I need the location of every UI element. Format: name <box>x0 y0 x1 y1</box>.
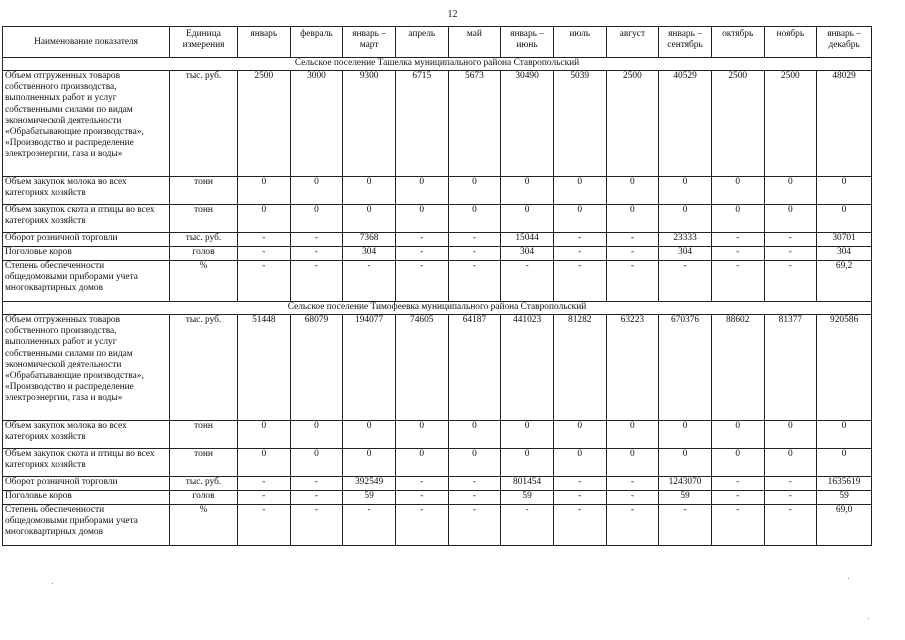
value-cell: 0 <box>553 177 606 205</box>
value-cell: 0 <box>553 421 606 449</box>
value-cell: 304 <box>343 247 396 261</box>
value-cell: - <box>606 247 659 261</box>
value-cell: 0 <box>606 177 659 205</box>
value-cell: 0 <box>817 421 872 449</box>
indicator-name: Поголовье коров <box>3 491 170 505</box>
value-cell: - <box>448 233 501 247</box>
value-cell: - <box>764 491 817 505</box>
value-cell: - <box>659 505 712 546</box>
value-cell: 0 <box>764 421 817 449</box>
indicator-name: Степень обеспеченности общедомовыми приборами учета многоквартирных домов <box>3 505 170 546</box>
value-cell: 40529 <box>659 71 712 177</box>
indicator-unit: % <box>170 505 238 546</box>
value-cell: - <box>606 261 659 302</box>
value-cell: 0 <box>764 449 817 477</box>
column-header-month: октябрь <box>711 27 764 58</box>
value-cell: 1635619 <box>817 477 872 491</box>
value-cell: - <box>711 491 764 505</box>
value-cell: 392549 <box>343 477 396 491</box>
value-cell: - <box>764 477 817 491</box>
value-cell: - <box>606 505 659 546</box>
column-header-month: январь – декабрь <box>817 27 872 58</box>
table-header-row <box>3 27 872 58</box>
value-cell: 6715 <box>395 71 448 177</box>
table-row <box>3 477 872 491</box>
value-cell: 0 <box>606 205 659 233</box>
value-cell: - <box>290 247 343 261</box>
table-row <box>3 247 872 261</box>
indicator-unit: голов <box>170 247 238 261</box>
value-cell: 63223 <box>606 315 659 421</box>
value-cell: 2500 <box>764 71 817 177</box>
value-cell: 74605 <box>395 315 448 421</box>
indicator-unit: тыс. руб. <box>170 315 238 421</box>
value-cell: 0 <box>553 205 606 233</box>
value-cell: 69,2 <box>817 261 872 302</box>
value-cell: 0 <box>237 177 290 205</box>
table-row <box>3 261 872 302</box>
value-cell: - <box>237 247 290 261</box>
value-cell: 0 <box>764 205 817 233</box>
table-row <box>3 315 872 421</box>
indicator-unit: тыс. руб. <box>170 71 238 177</box>
value-cell: - <box>395 233 448 247</box>
indicator-unit: голов <box>170 491 238 505</box>
value-cell: - <box>711 477 764 491</box>
value-cell: 7368 <box>343 233 396 247</box>
value-cell: 670376 <box>659 315 712 421</box>
indicator-unit: тонн <box>170 449 238 477</box>
value-cell: 0 <box>448 421 501 449</box>
value-cell: - <box>237 261 290 302</box>
value-cell: 0 <box>764 177 817 205</box>
value-cell: 0 <box>501 449 554 477</box>
indicator-name: Объем закупок скота и птицы во всех категориях хозяйств <box>3 449 170 477</box>
value-cell: 441023 <box>501 315 554 421</box>
value-cell: - <box>764 233 817 247</box>
value-cell: - <box>290 477 343 491</box>
value-cell: 0 <box>448 205 501 233</box>
value-cell: 15044 <box>501 233 554 247</box>
value-cell: - <box>395 491 448 505</box>
section-title: Сельское поселение Ташелка муниципального района Ставропольский <box>3 58 872 71</box>
value-cell: 0 <box>711 449 764 477</box>
value-cell: 30490 <box>501 71 554 177</box>
value-cell: 59 <box>343 491 396 505</box>
value-cell: - <box>711 261 764 302</box>
value-cell: 0 <box>659 177 712 205</box>
section-title: Сельское поселение Тимофеевка муниципального района Ставропольский <box>3 302 872 315</box>
value-cell: - <box>659 261 712 302</box>
value-cell: 81377 <box>764 315 817 421</box>
page-number: 12 <box>447 9 458 20</box>
indicator-name: Степень обеспеченности общедомовыми приборами учета многоквартирных домов <box>3 261 170 302</box>
value-cell: - <box>553 261 606 302</box>
value-cell: - <box>448 261 501 302</box>
column-header-month: январь – сентябрь <box>659 27 712 58</box>
table-row <box>3 505 872 546</box>
indicator-unit: % <box>170 261 238 302</box>
value-cell: - <box>764 505 817 546</box>
value-cell: 48029 <box>817 71 872 177</box>
value-cell: - <box>501 261 554 302</box>
value-cell: - <box>711 505 764 546</box>
column-header-unit: Единица измерения <box>170 27 238 58</box>
value-cell: 59 <box>817 491 872 505</box>
value-cell: 68079 <box>290 315 343 421</box>
value-cell: 51448 <box>237 315 290 421</box>
section-row <box>3 302 872 315</box>
indicator-name: Объем закупок молока во всех категориях хозяйств <box>3 177 170 205</box>
table-row <box>3 71 872 177</box>
value-cell: 0 <box>343 449 396 477</box>
value-cell: 5039 <box>553 71 606 177</box>
indicator-unit: тонн <box>170 205 238 233</box>
column-header-month: февраль <box>290 27 343 58</box>
value-cell: 0 <box>817 177 872 205</box>
value-cell: 88602 <box>711 315 764 421</box>
table-body <box>3 58 872 546</box>
column-header-month: август <box>606 27 659 58</box>
column-header-name: Наименование показателя <box>3 27 170 58</box>
column-header-month: июль <box>553 27 606 58</box>
value-cell: 0 <box>290 205 343 233</box>
value-cell: 5673 <box>448 71 501 177</box>
value-cell: 304 <box>817 247 872 261</box>
value-cell: - <box>448 505 501 546</box>
value-cell: - <box>553 247 606 261</box>
value-cell: 0 <box>343 205 396 233</box>
value-cell: - <box>606 477 659 491</box>
value-cell: - <box>395 477 448 491</box>
value-cell: 194077 <box>343 315 396 421</box>
value-cell: 30701 <box>817 233 872 247</box>
value-cell: 2500 <box>606 71 659 177</box>
scan-speck <box>52 583 53 584</box>
value-cell: - <box>711 247 764 261</box>
value-cell: 0 <box>659 449 712 477</box>
column-header-month: ноябрь <box>764 27 817 58</box>
value-cell: - <box>290 233 343 247</box>
indicator-name: Объем отгруженных товаров собственного производства, выполненных работ и услуг собственными силами по видам экономической деятельности «Обрабатывающие производства», «Производство и распределение электроэнергии, газа и воды» <box>3 315 170 421</box>
value-cell: 0 <box>553 449 606 477</box>
table-row <box>3 491 872 505</box>
value-cell: 0 <box>395 449 448 477</box>
column-header-month: апрель <box>395 27 448 58</box>
value-cell: - <box>606 233 659 247</box>
table-row <box>3 421 872 449</box>
value-cell: - <box>711 233 764 247</box>
indicator-name: Оборот розничной торговли <box>3 477 170 491</box>
indicator-name: Оборот розничной торговли <box>3 233 170 247</box>
value-cell: - <box>237 505 290 546</box>
indicator-unit: тыс. руб. <box>170 477 238 491</box>
value-cell: 69,0 <box>817 505 872 546</box>
value-cell: - <box>395 505 448 546</box>
value-cell: 59 <box>501 491 554 505</box>
value-cell: 0 <box>290 449 343 477</box>
value-cell: 81282 <box>553 315 606 421</box>
column-header-month: январь – июнь <box>501 27 554 58</box>
column-header-month: январь <box>237 27 290 58</box>
value-cell: 0 <box>817 205 872 233</box>
value-cell: - <box>553 505 606 546</box>
value-cell: - <box>448 247 501 261</box>
value-cell: - <box>448 477 501 491</box>
value-cell: 0 <box>290 421 343 449</box>
value-cell: 0 <box>711 177 764 205</box>
value-cell: 0 <box>501 421 554 449</box>
indicators-table <box>2 26 872 546</box>
value-cell: 0 <box>448 449 501 477</box>
value-cell: - <box>395 247 448 261</box>
value-cell: 59 <box>659 491 712 505</box>
value-cell: 2500 <box>711 71 764 177</box>
value-cell: 0 <box>501 205 554 233</box>
value-cell: - <box>290 491 343 505</box>
value-cell: 0 <box>817 449 872 477</box>
value-cell: 1243070 <box>659 477 712 491</box>
value-cell: 0 <box>395 421 448 449</box>
value-cell: - <box>290 505 343 546</box>
value-cell: 801454 <box>501 477 554 491</box>
value-cell: 3000 <box>290 71 343 177</box>
value-cell: 0 <box>659 421 712 449</box>
value-cell: - <box>501 505 554 546</box>
value-cell: 0 <box>343 177 396 205</box>
value-cell: 0 <box>659 205 712 233</box>
value-cell: - <box>553 477 606 491</box>
indicator-unit: тонн <box>170 421 238 449</box>
indicator-unit: тыс. руб. <box>170 233 238 247</box>
value-cell: - <box>764 247 817 261</box>
value-cell: 0 <box>395 205 448 233</box>
value-cell: 0 <box>711 421 764 449</box>
table-row <box>3 449 872 477</box>
value-cell: 920586 <box>817 315 872 421</box>
value-cell: - <box>764 261 817 302</box>
value-cell: 0 <box>237 449 290 477</box>
value-cell: - <box>237 477 290 491</box>
value-cell: - <box>343 261 396 302</box>
indicator-name: Объем отгруженных товаров собственного производства, выполненных работ и услуг собственными силами по видам экономической деятельности «Обрабатывающие производства», «Производство и распределение электроэнергии, газа и воды» <box>3 71 170 177</box>
value-cell: 9300 <box>343 71 396 177</box>
value-cell: 0 <box>501 177 554 205</box>
indicator-name: Объем закупок молока во всех категориях хозяйств <box>3 421 170 449</box>
value-cell: 304 <box>501 247 554 261</box>
indicator-name: Поголовье коров <box>3 247 170 261</box>
value-cell: - <box>343 505 396 546</box>
value-cell: - <box>237 233 290 247</box>
value-cell: 0 <box>606 421 659 449</box>
value-cell: - <box>553 491 606 505</box>
column-header-month: январь – март <box>343 27 396 58</box>
value-cell: 0 <box>711 205 764 233</box>
value-cell: - <box>448 491 501 505</box>
value-cell: 23333 <box>659 233 712 247</box>
value-cell: - <box>553 233 606 247</box>
value-cell: - <box>606 491 659 505</box>
value-cell: 0 <box>290 177 343 205</box>
scan-speck <box>868 618 869 619</box>
section-row <box>3 58 872 71</box>
value-cell: 64187 <box>448 315 501 421</box>
indicator-unit: тонн <box>170 177 238 205</box>
value-cell: 2500 <box>237 71 290 177</box>
value-cell: - <box>237 491 290 505</box>
value-cell: 0 <box>343 421 396 449</box>
column-header-month: май <box>448 27 501 58</box>
value-cell: 0 <box>606 449 659 477</box>
value-cell: - <box>395 261 448 302</box>
scan-speck <box>848 578 849 579</box>
indicator-name: Объем закупок скота и птицы во всех категориях хозяйств <box>3 205 170 233</box>
table-row <box>3 177 872 205</box>
value-cell: 0 <box>237 421 290 449</box>
value-cell: - <box>290 261 343 302</box>
table-row <box>3 233 872 247</box>
value-cell: 0 <box>395 177 448 205</box>
value-cell: 304 <box>659 247 712 261</box>
value-cell: 0 <box>237 205 290 233</box>
value-cell: 0 <box>448 177 501 205</box>
table-row <box>3 205 872 233</box>
